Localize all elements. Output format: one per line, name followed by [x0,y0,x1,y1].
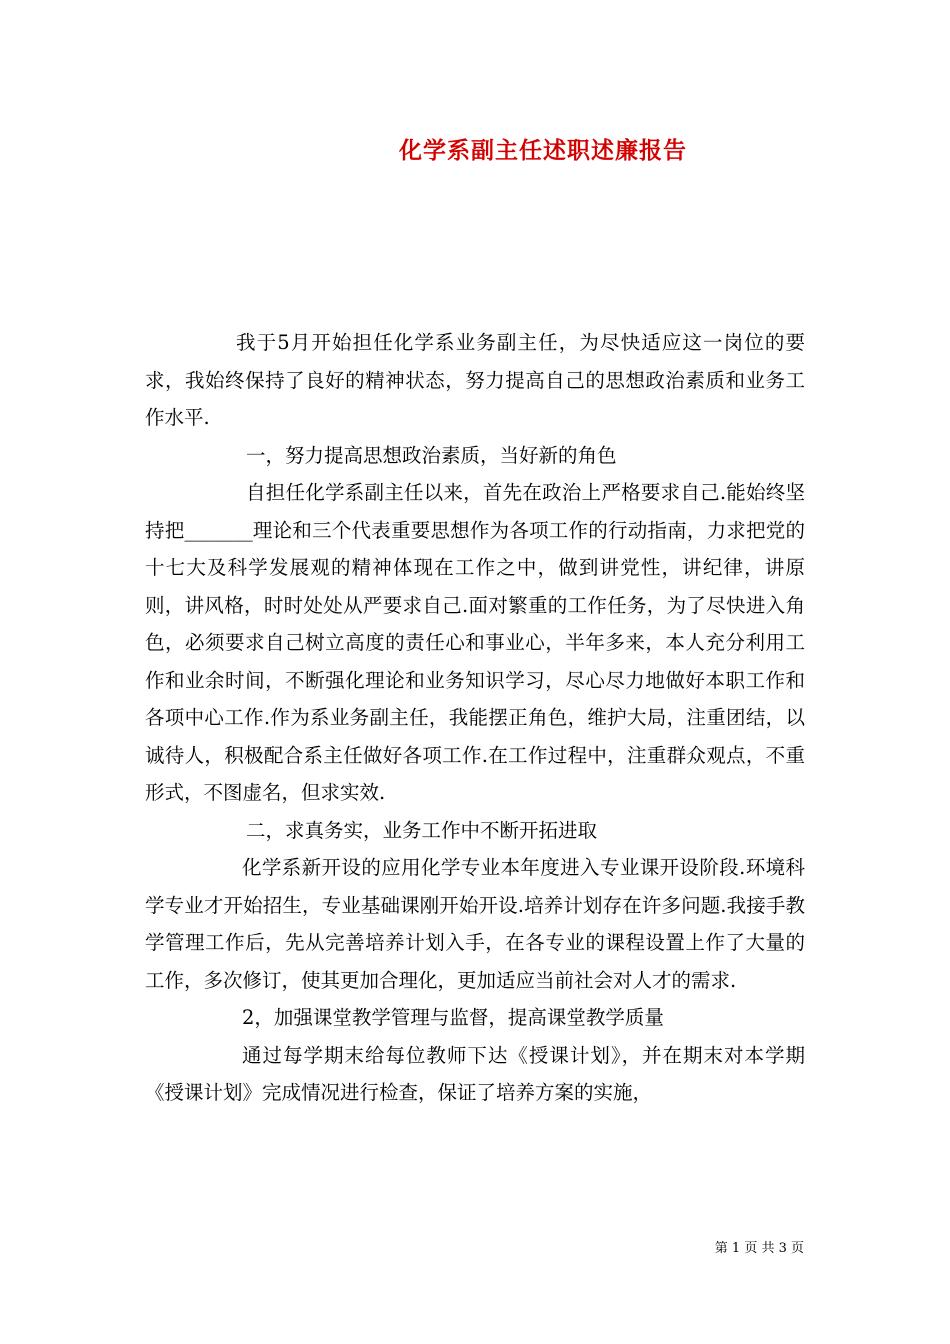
document-body [145,324,805,1112]
paragraph-section-2: 化学系新开设的应用化学专业本年度进入专业课开设阶段.环境科学专业才开始招生，专业基础课刚开始开设.培养计划存在许多问题.我接手教学管理工作后，先从完善培养计划入手，在各专业的课程设置上作了大量的工作，多次修订，使其更加合理化，更加适应当前社会对人才的需求. [145,856,805,992]
paragraph-subsection-2-2: 通过每学期末给每位教师下达《授课计划》，并在期末对本学期《授课计划》完成情况进行检查，保证了培养方案的实施， [145,1043,805,1104]
section-heading-2: 二，求真务实，业务工作中不断开拓进取 [246,818,598,842]
document-title: 化学系副主任述职述廉报告 [399,137,687,164]
subsection-heading-2-2: 2，加强课堂教学管理与监督，提高课堂教学质量 [242,1006,664,1029]
paragraph-intro: 我于5月开始担任化学系业务副主任，为尽快适应这一岗位的要求，我始终保持了良好的精神状态，努力提高自己的思想政治素质和业务工作水平. [145,331,805,429]
paragraph-section-1: 自担任化学系副主任以来，首先在政治上严格要求自己.能始终坚持把_______理论和三个代表重要思想作为各项工作的行动指南，力求把党的十七大及科学发展观的精神体现在工作之中，做到讲党性，讲纪律，讲原则，讲风格，时时处处从严要求自己.面对繁重的工作任务，为了尽快进入角色，必须要求自己树立高度的责任心和事业心，半年多来，本人充分利用工作和业余时间，不断强化理论和业务知识学习，尽心尽力地做好本职工作和各项中心工作.作为系业务副主任，我能摆正角色，维护大局，注重团结，以诚待人，积极配合系主任做好各项工作.在工作过程中，注重群众观点，不重形式，不图虚名，但求实效. [145,481,805,804]
page-number: 第 1 页 共 3 页 [714,1241,804,1256]
section-heading-1: 一，努力提高思想政治素质，当好新的角色 [246,443,617,467]
